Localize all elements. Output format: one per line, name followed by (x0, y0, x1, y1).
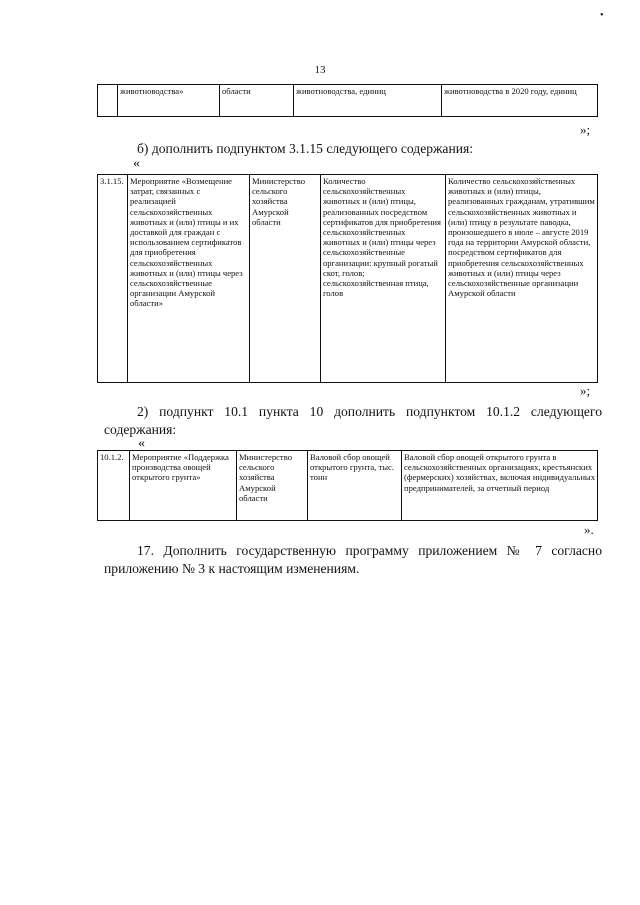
table-3-1-15 (97, 174, 598, 383)
closing-quote: ». (584, 522, 594, 537)
continuation-table (97, 84, 598, 117)
paragraph-2: 2) подпункт 10.1 пункта 10 дополнить подпунктом 10.1.2 следующего содержания: (104, 404, 602, 437)
row-number: 3.1.15. (98, 175, 128, 383)
paragraph-17: 17. Дополнить государственную программу приложением № 7 согласно приложению № 3 к настоящим изменениям. (104, 543, 602, 576)
ministry-cell: Министерство сельского хозяйства Амурской области (250, 175, 321, 383)
table-cell: животноводства, единиц (294, 85, 442, 117)
event-cell: Мероприятие «Возмещение затрат, связанных с реализацией сельскохозяйственных животных и (или) птицы и их доставкой для граждан с использованием сертификатов для приобретения сельскохозяйственных животных и (или) птицы через сельскохозяйственные организации Амурской области» (128, 175, 250, 383)
table-10-1-2 (97, 450, 598, 521)
paragraph-b: б) дополнить подпунктом 3.1.15 следующего содержания: (137, 141, 474, 156)
indicator-cell: Валовой сбор овощей открытого грунта, тыс. тонн (308, 451, 402, 521)
description-cell: Валовой сбор овощей открытого грунта в сельскохозяйственных организациях, крестьянских (фермерских) хозяйствах, включая индивидуальных предпринимателей, за отчетный период (402, 451, 598, 521)
table-cell: животноводства в 2020 году, единиц (442, 85, 598, 117)
table-row (98, 451, 598, 521)
table-cell: области (220, 85, 294, 117)
indicator-cell: Количество сельскохозяйственных животных и (или) птицы, реализованных посредством сертификатов для приобретения сельскохозяйственных животных и (или) птицы через сельскохозяйственные организации: крупный рогатый скот, голов; сельскохозяйственная птица, голов (321, 175, 446, 383)
margin-dot: • (600, 10, 604, 21)
page-number: 13 (314, 64, 326, 76)
ministry-cell: Министерство сельского хозяйства Амурской области (237, 451, 308, 521)
event-cell: Мероприятие «Поддержка производства овощей открытого грунта» (130, 451, 237, 521)
opening-quote: « (138, 436, 145, 451)
opening-quote: « (133, 156, 140, 171)
row-number: 10.1.2. (98, 451, 130, 521)
table-row (98, 175, 598, 383)
table-cell (98, 85, 118, 117)
table-cell: животноводства» (118, 85, 220, 117)
closing-quote: »; (580, 122, 591, 137)
closing-quote: »; (580, 383, 591, 398)
description-cell: Количество сельскохозяйственных животных и (или) птицы, реализованных гражданам, утратившим сельскохозяйственных животных и (или) птицу в результате паводка, произошедшего в июле – августе 2019 года на территории Амурской области, посредством сертификатов для приобретения сельскохозяйственных животных и (или) птицы через сельскохозяйственные организации Амурской области (446, 175, 598, 383)
